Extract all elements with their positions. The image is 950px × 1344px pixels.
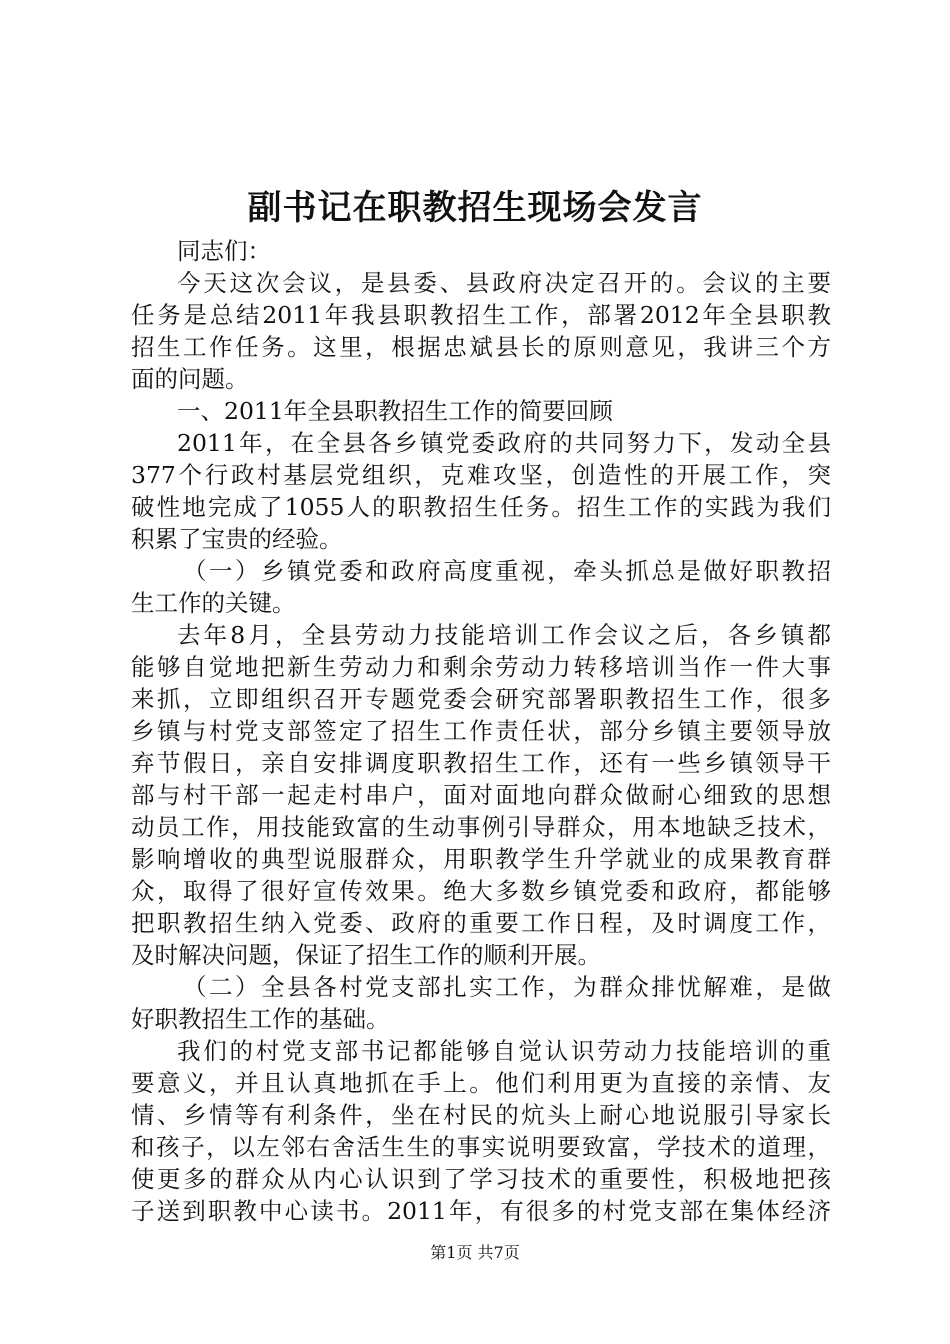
document-body (131, 235, 831, 1227)
paragraph-line: 我们的村党支部书记都能够自觉认识劳动力技能培训的重 (177, 1037, 831, 1065)
document-title: 副书记在职教招生现场会发言 (247, 188, 703, 228)
paragraph-line: 弃节假日，亲自安排调度职教招生工作，还有一些乡镇领导干 (131, 749, 831, 777)
subsection-heading: 好职教招生工作的基础。 (131, 1005, 390, 1033)
salutation-line: 同志们： (177, 237, 271, 265)
paragraph-line: 今天这次会议，是县委、县政府决定召开的。会议的主要 (177, 269, 831, 297)
section-heading: 一、2011年全县职教招生工作的简要回顾 (177, 397, 613, 425)
paragraph-line: 2011年，在全县各乡镇党委政府的共同努力下，发动全县 (177, 429, 831, 457)
paragraph-line: 任务是总结2011年我县职教招生工作，部署2012年全县职教 (131, 301, 831, 329)
paragraph-line: 招生工作任务。这里，根据忠斌县长的原则意见，我讲三个方 (131, 333, 831, 361)
paragraph-line: 及时解决问题，保证了招生工作的顺利开展。 (131, 941, 601, 969)
paragraph-line: 部与村干部一起走村串户，面对面地向群众做耐心细致的思想 (131, 781, 831, 809)
paragraph-line: 子送到职教中心读书。2011年，有很多的村党支部在集体经济 (131, 1197, 831, 1225)
paragraph-line: 乡镇与村党支部签定了招生工作责任状，部分乡镇主要领导放 (131, 717, 831, 745)
paragraph-line: 把职教招生纳入党委、政府的重要工作日程，及时调度工作， (131, 909, 831, 937)
paragraph-line: 去年8月，全县劳动力技能培训工作会议之后，各乡镇都 (177, 621, 831, 649)
page-number: 第1页 共7页 (430, 1243, 520, 1262)
paragraph-line: 众，取得了很好宣传效果。绝大多数乡镇党委和政府，都能够 (131, 877, 831, 905)
paragraph-line: 要意义，并且认真地抓在手上。他们利用更为直接的亲情、友 (131, 1069, 831, 1097)
paragraph-line: 377个行政村基层党组织，克难攻坚，创造性的开展工作，突 (131, 461, 831, 489)
paragraph-line: 动员工作，用技能致富的生动事例引导群众，用本地缺乏技术， (131, 813, 831, 841)
paragraph-line: 积累了宝贵的经验。 (131, 525, 343, 553)
paragraph-line: 情、乡情等有利条件，坐在村民的炕头上耐心地说服引导家长 (131, 1101, 831, 1129)
paragraph-line: 来抓，立即组织召开专题党委会研究部署职教招生工作，很多 (131, 685, 831, 713)
paragraph-line: 能够自觉地把新生劳动力和剩余劳动力转移培训当作一件大事 (131, 653, 831, 681)
subsection-heading: 生工作的关键。 (131, 589, 296, 617)
paragraph-line: 面的问题。 (131, 365, 249, 393)
paragraph-line: 和孩子，以左邻右舍活生生的事实说明要致富，学技术的道理， (131, 1133, 831, 1161)
subsection-heading: （一）乡镇党委和政府高度重视，牵头抓总是做好职教招 (183, 557, 831, 585)
paragraph-line: 影响增收的典型说服群众，用职教学生升学就业的成果教育群 (131, 845, 831, 873)
paragraph-line: 使更多的群众从内心认识到了学习技术的重要性，积极地把孩 (131, 1165, 831, 1193)
subsection-heading: （二）全县各村党支部扎实工作，为群众排忧解难，是做 (183, 973, 831, 1001)
paragraph-line: 破性地完成了1055人的职教招生任务。招生工作的实践为我们 (131, 493, 831, 521)
